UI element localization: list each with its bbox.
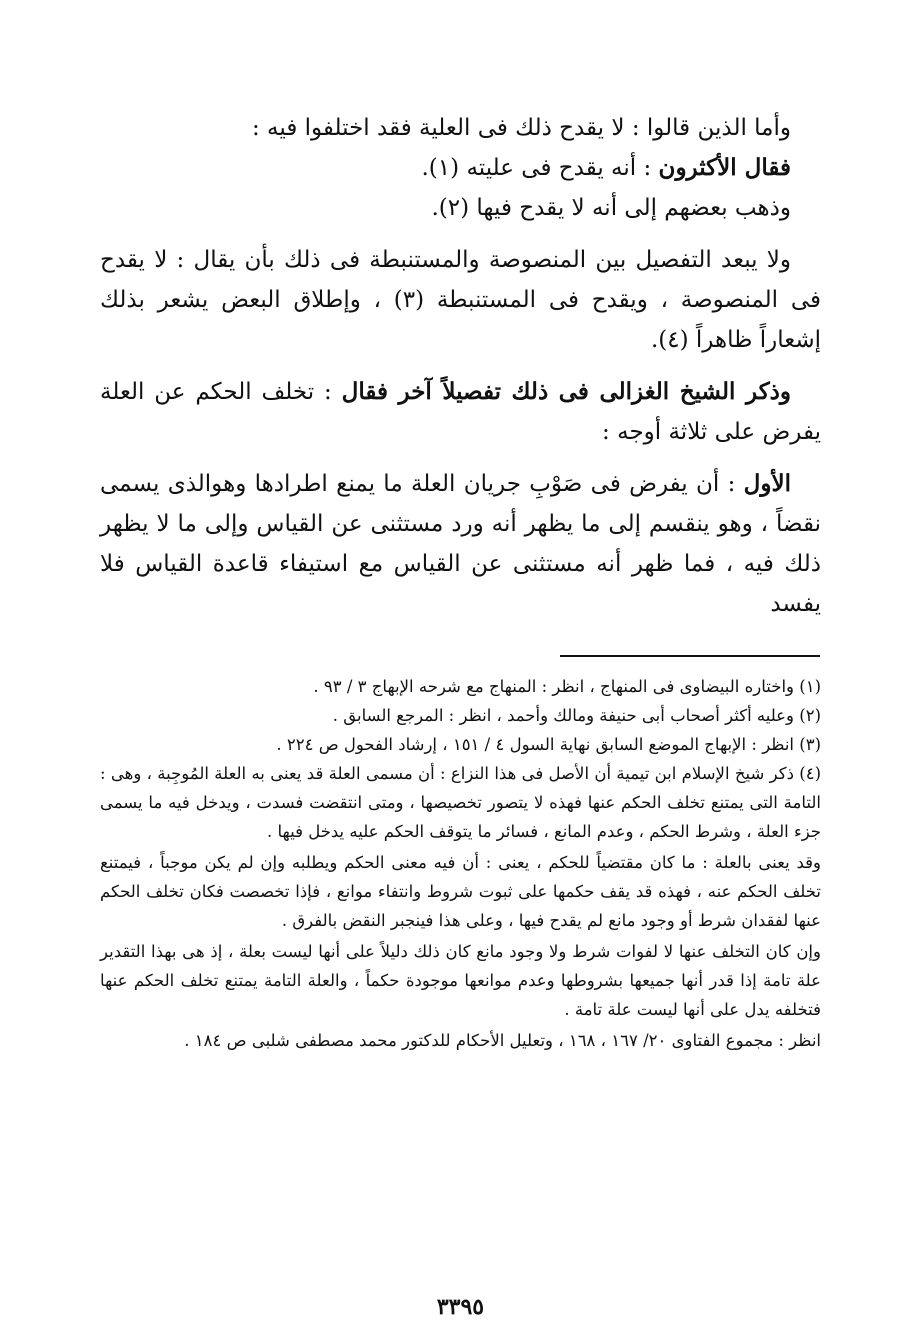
- footnote-4-continued: وإن كان التخلف عنها لا لفوات شرط ولا وجود مانع كان ذلك دليلاً على أنها ليست بعلة ، إذ هى بهذا التقدير علة تامة إذا قدر أنها جميعها بشروطها وعدم موانعها موجودة حكماً ، والعلة التامة يمتنع تخلف الحكم عنها فتخلفه يدل على أنها ليست علة تامة .: [100, 942, 821, 1019]
- page-number: ٣٣٩٥: [436, 1294, 485, 1320]
- paragraph-1: وأما الذين قالوا : لا يقدح ذلك فى العلية فقد اختلفوا فيه :: [251, 115, 791, 141]
- paragraph-5: [100, 372, 821, 452]
- paragraph-6: [100, 464, 821, 624]
- footnotes: [100, 672, 821, 1055]
- main-text: [100, 108, 821, 624]
- paragraph-4: ولا يبعد التفصيل بين المنصوصة والمستنبطة فى ذلك بأن يقال : لا يقدح فى المنصوصة ، ويقدح فى المستنبطة (٣) ، وإطلاق البعض يشعر بذلك إشعاراً ظاهراً (٤).: [100, 247, 821, 353]
- paragraph-text: : أن يفرض فى صَوْبِ جريان العلة ما يمنع اطرادها وهوالذى يسمى نقضاً ، وهو ينقسم إلى ما يظهر أنه ورد مستثنى عن القياس وإلى ما لا يظهر ذلك فيه ، فما ظهر أنه مستثنى عن القياس مع استيفاء قاعدة القياس فلا يفسد: [100, 471, 821, 617]
- footnote-1: (١) واختاره البيضاوى فى المنهاج ، انظر : المنهاج مع شرحه الإبهاج ٣ / ٩٣ .: [313, 677, 821, 696]
- footnote-separator: [560, 655, 820, 657]
- paragraph-text: : تخلف الحكم عن العلة يفرض على ثلاثة أوجه :: [100, 379, 821, 445]
- footnote-4: (٤) ذكر شيخ الإسلام ابن تيمية أن الأصل فى هذا النزاع : أن مسمى العلة قد يعنى به العلة المُوجِبة ، وهى : التامة التى يمتنع تخلف الحكم عنها فهذه لا يتصور تخصيصها ، ومتى انتقضت فسدت ، ويدخل فيه ما يسمى جزء العلة ، وشرط الحكم ، وعدم المانع ، فسائر ما يتوقف الحكم عليه يدخل فيها .: [100, 764, 821, 841]
- bold-lead: فقال الأكثرون: [658, 154, 791, 181]
- bold-lead: الأول: [743, 470, 791, 497]
- paragraph-text: : أنه يقدح فى عليته (١).: [421, 155, 659, 181]
- footnote-4-reference: انظر : مجموع الفتاوى ٢٠/ ١٦٧ ، ١٦٨ ، وتعليل الأحكام للدكتور محمد مصطفى شلبى ص ١٨٤ .: [184, 1031, 821, 1050]
- paragraph-3: وذهب بعضهم إلى أنه لا يقدح فيها (٢).: [431, 195, 791, 221]
- bold-lead: وذكر الشيخ الغزالى فى ذلك تفصيلاً آخر فقال: [341, 378, 791, 405]
- footnote-4-continued: وقد يعنى بالعلة : ما كان مقتضياً للحكم ، يعنى : أن فيه معنى الحكم ويطلبه وإن لم يكن موجباً ، فيمتنع تخلف الحكم عنه ، فهذه قد يقف حكمها على ثبوت شروط وانتفاء موانع ، فإذا تخصصت فكان تخلف الحكم عنها لفقدان شرط أو وجود مانع لم يقدح فيها ، وعلى هذا فينجبر النقض بالفرق .: [100, 853, 821, 930]
- paragraph-2: [100, 148, 821, 188]
- footnote-3: (٣) انظر : الإبهاج الموضع السابق نهاية السول ٤ / ١٥١ ، إرشاد الفحول ص ٢٢٤ .: [276, 735, 821, 754]
- footnote-2: (٢) وعليه أكثر أصحاب أبى حنيفة ومالك وأحمد ، انظر : المرجع السابق .: [332, 706, 821, 725]
